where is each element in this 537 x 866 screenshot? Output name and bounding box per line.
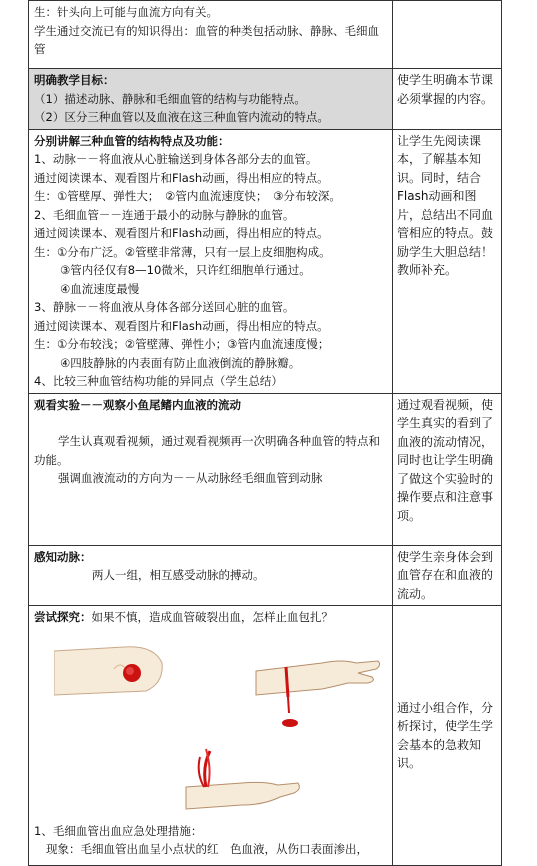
text-line: ③管内径仅有8—10微米，只许红细胞单行通过。 xyxy=(60,263,311,277)
note-cell: 通过观看视频，使学生真实的看到了血液的流动情况，同时也让学生明确了做这个实验时的操作要点和注意事项。 xyxy=(393,393,502,545)
text-line: 现象：毛细血管出血呈小点状的红 色血液，从伤口表面渗出， xyxy=(46,842,368,856)
content-cell xyxy=(29,129,393,393)
question-text: 如果不慎，造成血管破裂出血，怎样止血包扎？ xyxy=(91,610,333,624)
note-cell: 通过小组合作，分析探讨，使学生学会基本的急救知识。 xyxy=(393,606,502,866)
table-row xyxy=(29,129,502,393)
content-cell xyxy=(29,606,393,866)
text-line: 通过阅读课本、观看图片和Flash动画，得出相应的特点。 xyxy=(34,170,329,185)
text-line: 学生通过交流已有的知识得出：血管的种类包括动脉、静脉、毛细血管 xyxy=(34,23,379,56)
section-heading: 明确教学目标： xyxy=(34,73,115,87)
hand-venous-bleeding-image xyxy=(252,653,382,729)
text-line: 1、动脉－－将血液从心脏输送到身体各部分去的血管。 xyxy=(34,152,318,166)
note-cell xyxy=(393,1,502,69)
question-line xyxy=(34,608,387,627)
text-line: 通过阅读课本、观看图片和Flash动画，得出相应的特点。 xyxy=(34,318,329,333)
text-line: 生：针头向上可能与血流方向有关。 xyxy=(34,5,218,19)
table-row xyxy=(29,545,502,606)
text-line: 生：①分布广泛。②管壁非常薄，只有一层上皮细胞构成。 xyxy=(34,244,331,259)
section-heading: 分别讲解三种血管的结构特点及功能： xyxy=(34,133,230,148)
paragraph: 学生认真观看视频，通过观看视频再一次明确各种血管的特点和功能。 xyxy=(34,434,380,467)
table-row xyxy=(29,1,502,69)
content-cell xyxy=(29,1,393,69)
table-row xyxy=(29,69,502,130)
text-line: 生：①管壁厚、弹性大； ②管内血流速度快； ③分布较深。 xyxy=(34,189,341,203)
text-line: 3、静脉－－将血液从身体各部分送回心脏的血管。 xyxy=(34,300,295,314)
text-line: 1、毛细血管出血应急处理措施： xyxy=(34,823,203,838)
section-heading: 感知动脉： xyxy=(34,549,92,564)
bleeding-illustrations xyxy=(34,627,387,822)
text-line: 两人一组，相互感受动脉的搏动。 xyxy=(92,568,265,582)
paragraph: 强调血液流动的方向为－－从动脉经毛细血管到动脉 xyxy=(58,471,323,485)
content-cell xyxy=(29,69,393,130)
text-line: ④四肢静脉的内表面有防止血液倒流的静脉瓣。 xyxy=(60,355,301,370)
forearm-arterial-bleeding-image xyxy=(182,747,302,819)
note-cell: 使学生明确本节课必须掌握的内容。 xyxy=(393,69,502,130)
note-cell: 使学生亲身体会到血管存在和血液的流动。 xyxy=(393,545,502,606)
content-cell xyxy=(29,393,393,545)
text-line: （2）区分三种血管以及血液在这三种血管内流动的特点。 xyxy=(34,110,329,124)
text-line: 通过阅读课本、观看图片和Flash动画，得出相应的特点。 xyxy=(34,226,329,240)
content-cell xyxy=(29,545,393,606)
text-line: （1）描述动脉、静脉和毛细血管的结构与功能特点。 xyxy=(34,91,306,106)
text-line: 生：①分布较浅；②管壁薄、弹性小；③管内血流速度慢； xyxy=(34,337,330,351)
text-line: 2、毛细血管－－连通于最小的动脉与静脉的血管。 xyxy=(34,207,295,222)
section-heading: 观看实验－－观察小鱼尾鳍内血液的流动 xyxy=(34,397,241,412)
section-heading: 尝试探究： xyxy=(34,610,92,624)
note-cell: 让学生先阅读课本，了解基本知识。同时，结合Flash动画和图片，总结出不同血管相应的特点。鼓励学生大胆总结！教师补充。 xyxy=(393,129,502,393)
spacer xyxy=(34,414,387,432)
table-row xyxy=(29,393,502,545)
text-line: ④血流速度最慢 xyxy=(60,281,140,296)
text-line: 4、比较三种血管结构功能的异同点（学生总结） xyxy=(34,374,283,388)
lesson-plan-table xyxy=(28,0,502,866)
wrist-capillary-bleeding-image xyxy=(54,639,164,701)
table-row xyxy=(29,606,502,866)
